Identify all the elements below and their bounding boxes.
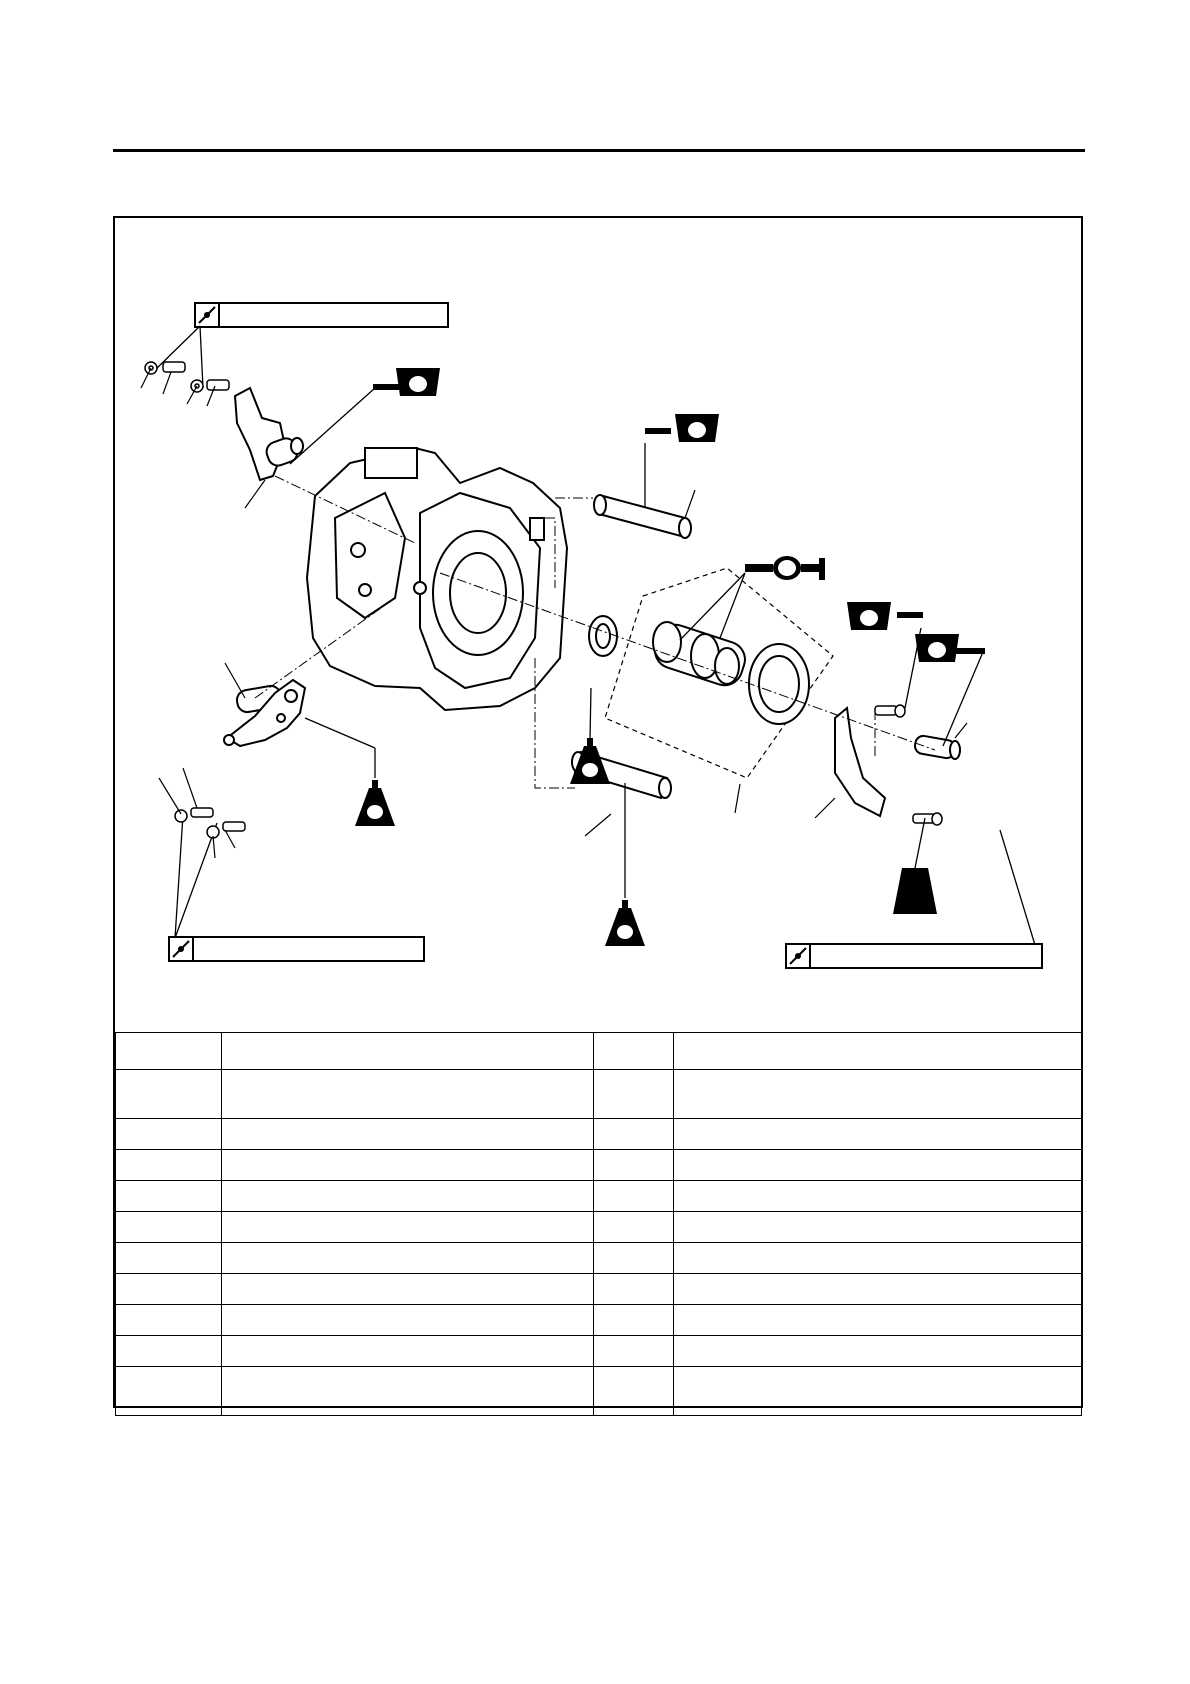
oil-icon [305, 718, 395, 826]
table-cell [116, 1305, 222, 1336]
table-cell [222, 1119, 594, 1150]
table-cell [594, 1336, 674, 1367]
stopper-lever [835, 708, 885, 816]
parts-table [115, 1032, 1082, 1416]
oil-icon [570, 688, 610, 784]
table-cell [222, 1070, 594, 1119]
oil-icon [605, 783, 645, 946]
table-cell [222, 1274, 594, 1305]
nuts-studs-bottom [175, 808, 245, 838]
table-row [116, 1274, 1082, 1305]
table-cell [594, 1212, 674, 1243]
table-cell [674, 1243, 1082, 1274]
crankcase-housing [307, 448, 567, 710]
table-row [116, 1367, 1082, 1416]
table-cell [594, 1033, 674, 1070]
table-cell [674, 1119, 1082, 1150]
shift-drum [650, 620, 749, 690]
table-cell [674, 1181, 1082, 1212]
table-cell [116, 1336, 222, 1367]
table-cell [116, 1274, 222, 1305]
table-cell [674, 1033, 1082, 1070]
table-cell [594, 1181, 674, 1212]
table-cell [116, 1367, 222, 1416]
torque-box-bottom-left [169, 937, 424, 961]
shaft-upper [594, 495, 691, 538]
shift-lever-bottom [224, 680, 305, 746]
table-cell [594, 1305, 674, 1336]
table-cell [594, 1119, 674, 1150]
table-row [116, 1150, 1082, 1181]
table-cell [116, 1119, 222, 1150]
bearing [749, 644, 809, 724]
table-row [116, 1033, 1082, 1070]
table-cell [594, 1150, 674, 1181]
table-cell [594, 1070, 674, 1119]
table-cell [674, 1274, 1082, 1305]
bolt-lower-right [913, 813, 942, 825]
table-cell [674, 1336, 1082, 1367]
table-cell [222, 1243, 594, 1274]
table-cell [222, 1336, 594, 1367]
table-cell [116, 1212, 222, 1243]
oil-icon [645, 414, 719, 508]
exploded-diagram [115, 218, 1081, 1032]
table-row [116, 1336, 1082, 1367]
pin-right [914, 735, 960, 760]
table-cell [116, 1070, 222, 1119]
diagram-frame [113, 216, 1083, 1408]
table-row [116, 1119, 1082, 1150]
torque-box-bottom-right [786, 944, 1042, 968]
table-cell [116, 1150, 222, 1181]
table-row [116, 1212, 1082, 1243]
table-cell [674, 1070, 1082, 1119]
oil-seal [589, 616, 617, 656]
oil-icon [915, 634, 985, 746]
table-cell [222, 1150, 594, 1181]
table-cell [674, 1305, 1082, 1336]
table-cell [222, 1033, 594, 1070]
table-row [116, 1305, 1082, 1336]
nuts-studs-top [145, 362, 229, 392]
table-cell [222, 1181, 594, 1212]
table-cell [674, 1212, 1082, 1243]
table-row [116, 1181, 1082, 1212]
table-cell [116, 1243, 222, 1274]
table-cell [594, 1274, 674, 1305]
header-rule [113, 149, 1085, 152]
table-cell [674, 1150, 1082, 1181]
table-cell [116, 1033, 222, 1070]
table-row [116, 1070, 1082, 1119]
table-cell [222, 1305, 594, 1336]
table-cell [222, 1212, 594, 1243]
table-cell [674, 1367, 1082, 1416]
shift-lever-top [235, 388, 303, 480]
table-cell [222, 1367, 594, 1416]
table-cell [594, 1243, 674, 1274]
bolt-upper-right [875, 705, 905, 717]
table-cell [116, 1181, 222, 1212]
grease-icon [680, 556, 825, 640]
sealant-icon [893, 818, 937, 914]
table-row [116, 1243, 1082, 1274]
oil-icon [847, 602, 923, 708]
table-cell [594, 1367, 674, 1416]
torque-box-top-left [195, 303, 448, 327]
